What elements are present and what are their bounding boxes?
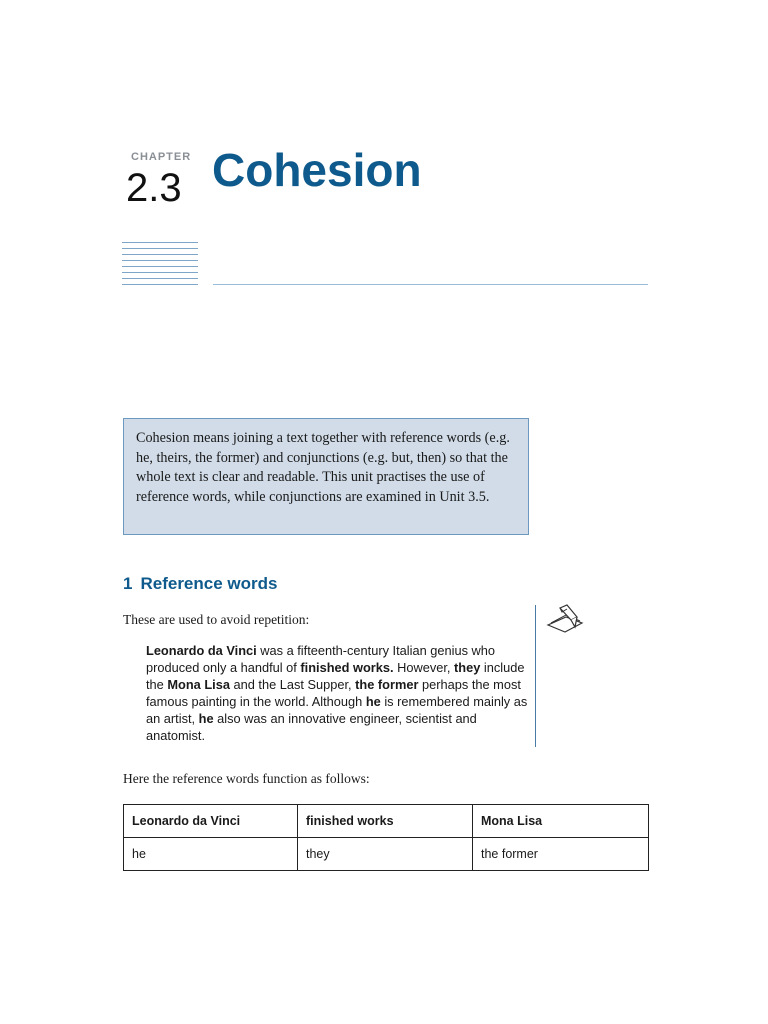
- header-rule: [213, 284, 648, 285]
- example-key-term: Mona Lisa: [167, 677, 230, 692]
- section-heading: [123, 574, 277, 594]
- chapter-label: CHAPTER: [131, 151, 192, 163]
- example-key-term: he: [365, 694, 381, 709]
- reference-table: [123, 804, 649, 871]
- margin-bar: [535, 605, 536, 747]
- chapter-title: Cohesion: [212, 144, 422, 196]
- pen-and-paper-icon: [545, 603, 585, 639]
- table-header-row: [124, 805, 649, 838]
- example-key-term: the former: [355, 677, 419, 692]
- followup-text: Here the reference words function as follows:: [123, 771, 370, 786]
- intro-box: [123, 418, 529, 535]
- example-text: include the: [146, 660, 525, 692]
- intro-text: Cohesion means joining a text together with reference words (e.g. he, theirs, the former) and conjunctions (e.g. but, then) so that the whole text is clear and readable. This unit practises the use of reference words, while conjunctions are examined in Unit 3.5.: [136, 430, 510, 505]
- decorative-stripes: [122, 242, 198, 290]
- section-number: 1: [123, 574, 133, 593]
- table-row: [124, 838, 649, 871]
- table-header-cell: Leonardo da Vinci: [124, 805, 298, 838]
- table-cell: the former: [473, 838, 649, 871]
- lead-text: These are used to avoid repetition:: [123, 612, 310, 627]
- example-text: also was an innovative engineer, scientist and anatomist.: [146, 711, 477, 743]
- example-key-term: they: [454, 660, 481, 675]
- example-paragraph: [146, 642, 536, 744]
- example-text: was a fifteenth-century Italian genius who produced only a handful of: [146, 643, 496, 675]
- example-text: However,: [393, 660, 455, 675]
- example-text: is remembered mainly as an artist,: [146, 694, 528, 726]
- table-header-cell: Mona Lisa: [473, 805, 649, 838]
- example-key-term: finished works.: [300, 660, 394, 675]
- example-key-term: Leonardo da Vinci: [146, 643, 257, 658]
- chapter-number: 2.3: [126, 166, 182, 210]
- example-text: and the Last Supper,: [229, 677, 356, 692]
- table-header-cell: finished works: [298, 805, 473, 838]
- table-cell: they: [298, 838, 473, 871]
- example-text: perhaps the most famous painting in the world. Although: [146, 677, 521, 709]
- section-title: Reference words: [140, 574, 278, 593]
- example-key-term: he: [198, 711, 214, 726]
- table-cell: he: [124, 838, 298, 871]
